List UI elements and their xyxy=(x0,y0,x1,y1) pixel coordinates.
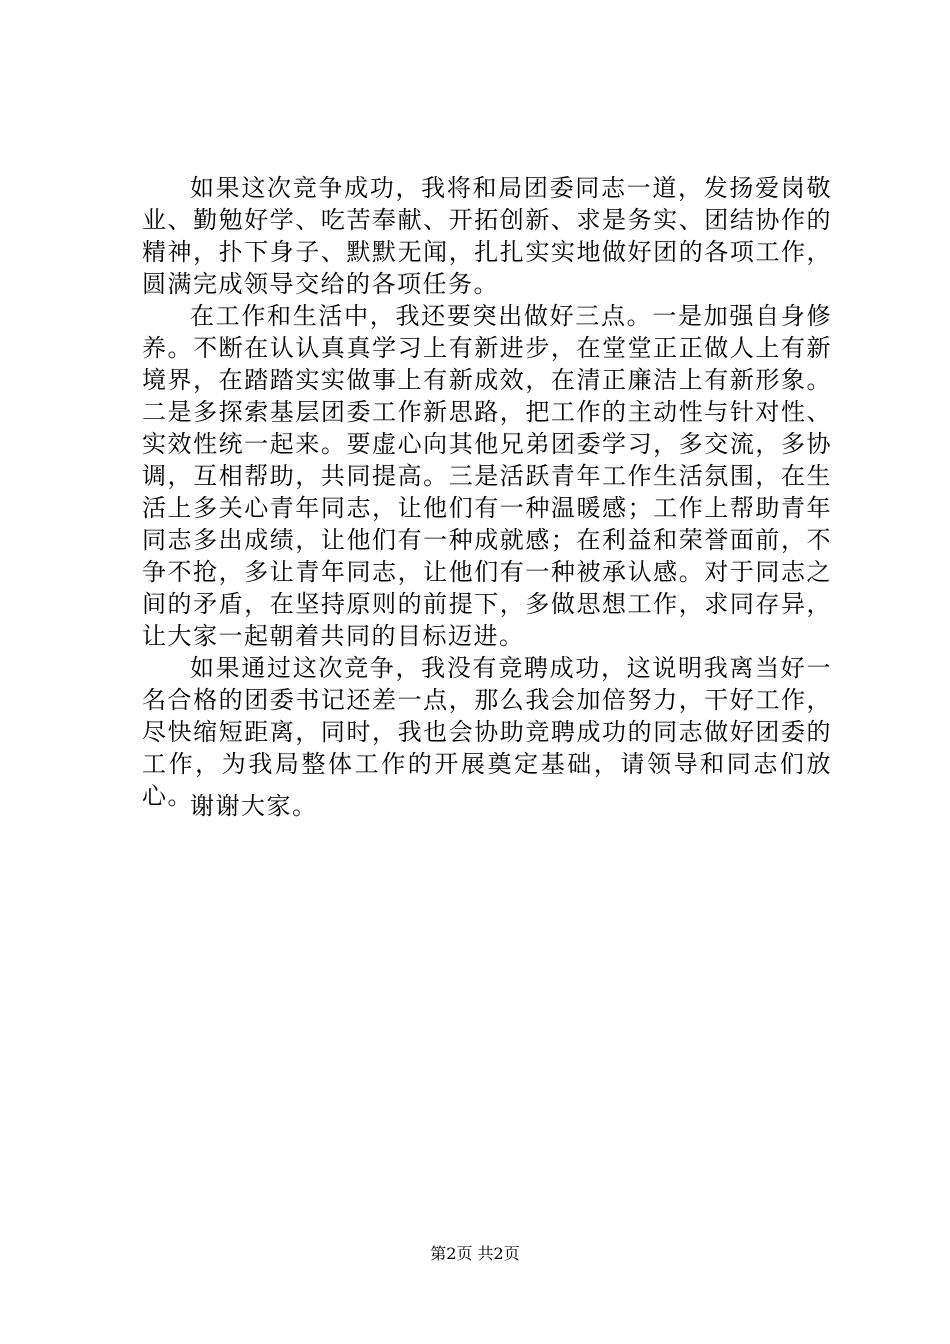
paragraph-3: 如果通过这次竞争，我没有竞聘成功，这说明我离当好一名合格的团委书记还差一点，那么我会加倍努力，干好工作，尽快缩短距离，同时，我也会协助竞聘成功的同志做好团委的工作，为我局整体工作的开展奠定基础，请领导和同志们放心。 xyxy=(142,654,832,810)
paragraph-1: 如果这次竞争成功，我将和局团委同志一道，发扬爱岗敬业、勤勉好学、吃苦奉献、开拓创新、求是务实、团结协作的精神，扑下身子、默默无闻，扎扎实实地做好团的各项工作，圆满完成领导交给的各项任务。 xyxy=(142,174,832,298)
closing-remark: 谢谢大家。 xyxy=(190,792,318,820)
paragraph-2: 在工作和生活中，我还要突出做好三点。一是加强自身修养。不断在认认真真学习上有新进步，在堂堂正正做人上有新境界，在踏踏实实做事上有新成效，在清正廉洁上有新形象。二是多探索基层团委工作新思路，把工作的主动性与针对性、实效性统一起来。要虚心向其他兄弟团委学习，多交流，多协调，互相帮助，共同提高。三是活跃青年工作生活氛围，在生活上多关心青年同志，让他们有一种温暖感；工作上帮助青年同志多出成绩，让他们有一种成就感；在利益和荣誉面前，不争不抢，多让青年同志，让他们有一种被承认感。对于同志之间的矛盾，在坚持原则的前提下，多做思想工作，求同存异，让大家一起朝着共同的目标迈进。 xyxy=(142,302,832,650)
page-number-footer: 第2页 共2页 xyxy=(430,1244,520,1263)
document-body xyxy=(142,172,832,812)
